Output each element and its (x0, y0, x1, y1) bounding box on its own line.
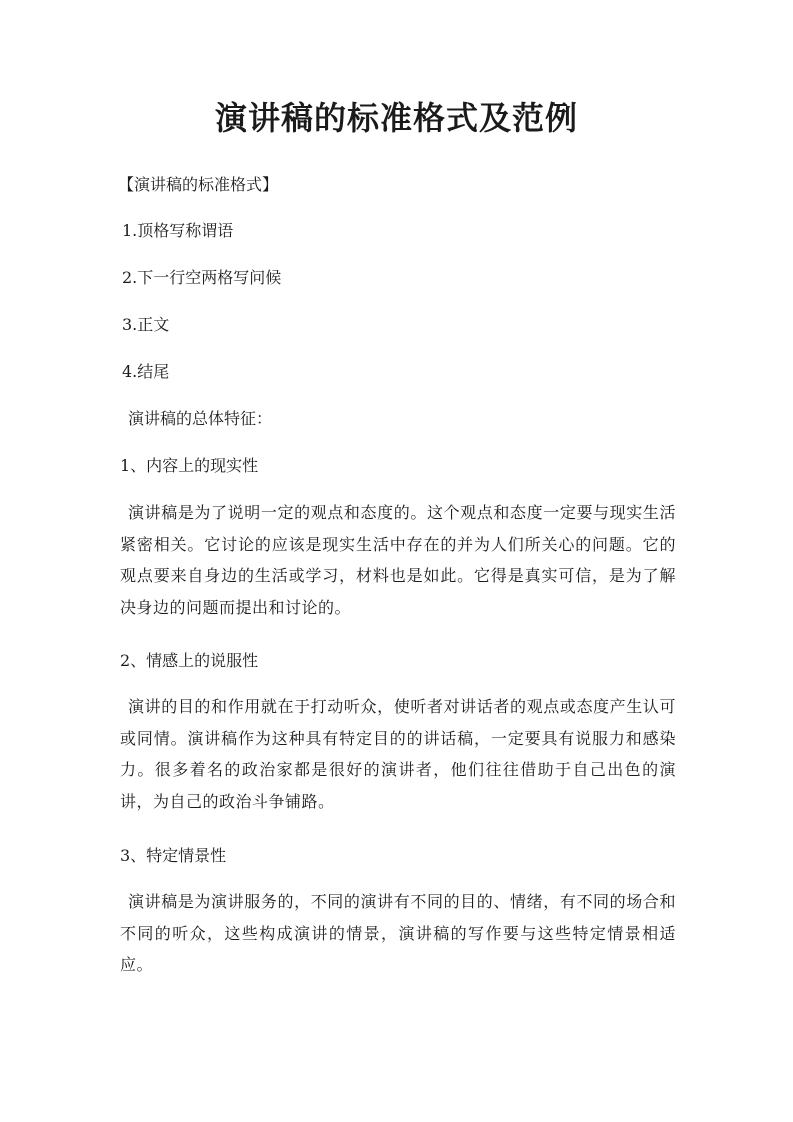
format-item-3: 3.正文 (122, 315, 170, 334)
document-title: 演讲稿的标准格式及范例 (214, 99, 578, 137)
section-heading: 【演讲稿的标准格式】 (118, 175, 279, 194)
feature-heading-1: 1、内容上的现实性 (120, 456, 259, 475)
feature-body-2: 演讲的目的和作用就在于打动听众，使听者对讲话者的观点或态度产生认可或同情。演讲稿作为这种具有特定目的的讲话稿，一定要具有说服力和感染力。很多着名的政治家都是很好的演讲者，他们往往借助于自己出色的演讲，为自己的政治斗争铺路。 (120, 697, 676, 811)
feature-heading-2: 2、情感上的说服性 (120, 651, 259, 670)
features-intro: 演讲稿的总体特征： (128, 409, 273, 428)
format-item-4: 4.结尾 (122, 362, 170, 381)
format-item-2: 2.下一行空两格写问候 (122, 268, 282, 287)
feature-body-1: 演讲稿是为了说明一定的观点和态度的。这个观点和态度一定要与现实生活紧密相关。它讨论的应该是现实生活中存在的并为人们所关心的问题。它的观点要来自身边的生活或学习，材料也是如此。它得是真实可信，是为了解决身边的问题而提出和讨论的。 (120, 503, 676, 617)
feature-heading-3: 3、特定情景性 (120, 846, 227, 865)
format-item-1: 1.顶格写称谓语 (122, 221, 234, 240)
feature-body-3: 演讲稿是为演讲服务的，不同的演讲有不同的目的、情绪，有不同的场合和不同的听众，这些构成演讲的情景，演讲稿的写作要与这些特定情景相适应。 (120, 892, 676, 974)
